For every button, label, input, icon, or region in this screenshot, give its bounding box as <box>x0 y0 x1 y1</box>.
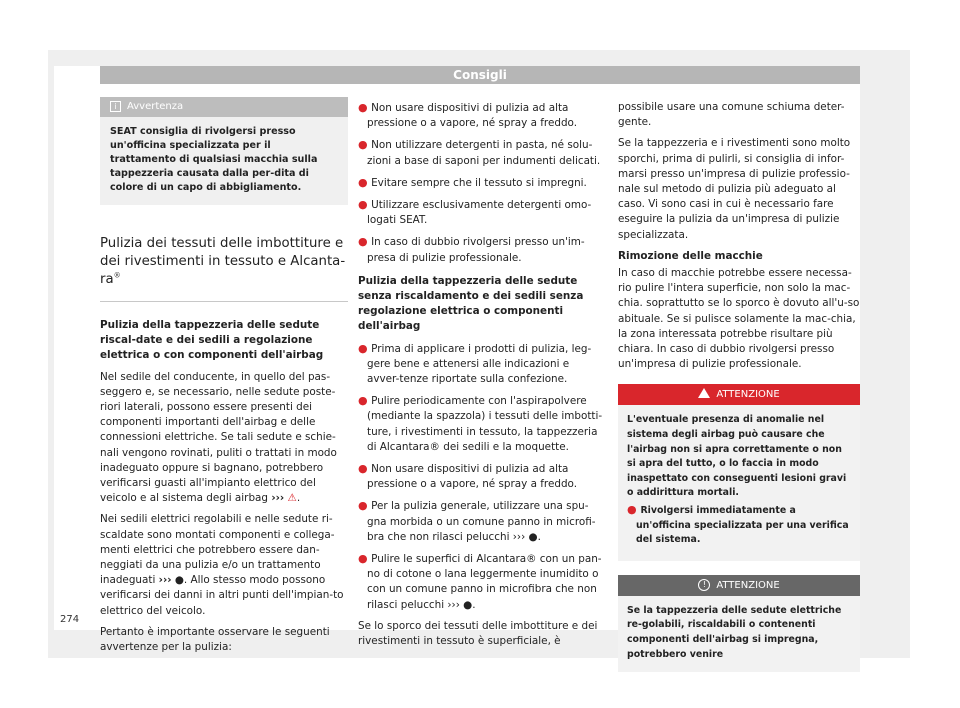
subheading: Pulizia della tappezzeria delle sedute riscal-date e dei sedili a regolazione elettrica o con componenti dell'airbag <box>100 319 324 362</box>
list-item-text: Pulire le superfici di Alcantara® con un pan-no di cotone o lana leggermente inumidito o con un comune panno in microfibra che non rilasci pelucchi ››› ●. <box>367 553 602 611</box>
list-item <box>358 551 604 613</box>
bullet-icon: ● <box>358 198 372 212</box>
paragraph: Se lo sporco dei tessuti delle imbottiture e dei rivestimenti in tessuto è superficiale, è <box>358 619 598 648</box>
list-item-text: Pulire periodicamente con l'aspirapolvere (mediante la spazzola) i tessuti delle imbotti-ture, i rivestimenti in tessuto, la tappezzeria di Alcantara® dei sedili e la moquette. <box>367 395 603 453</box>
caution-header <box>618 575 860 596</box>
note-header <box>100 97 348 117</box>
page-header: Consigli <box>100 66 860 84</box>
info-icon: i <box>110 101 121 112</box>
bullet-icon: ● <box>627 503 641 517</box>
paragraph: Nel sedile del conducente, in quello del pas-seggero e, se necessario, nelle sedute poste-riori laterali, possono essere presenti dei componenti importanti dell'airbag e delle connessioni elettriche. Se tali sedute e schie-nali vengono rovinati, puliti o trattati in modo inadeguato oppure si bagnano, potrebbero verificarsi guasti all'impianto elettrico del veicolo e al sistema degli airbag ››› ⚠. <box>100 370 337 505</box>
cross-ref[interactable]: ››› <box>158 574 172 587</box>
page-number: 274 <box>60 614 80 625</box>
list-item <box>358 341 604 388</box>
list-item <box>358 393 604 455</box>
bullet-icon: ● <box>358 138 372 152</box>
bullet-icon: ● <box>358 394 372 408</box>
warning-title: ATTENZIONE <box>716 389 780 401</box>
bullet-icon: ● <box>358 499 372 513</box>
bullet-icon: ● <box>358 552 372 566</box>
registered-mark: ® <box>113 271 121 280</box>
column-2 <box>358 100 604 655</box>
list-item <box>358 461 604 492</box>
caution-body: Se la tappezzeria delle sedute elettriche re-golabili, riscaldabili o contenenti componenti dell'airbag si impregna, potrebbero venire <box>627 604 842 660</box>
bullet-list <box>358 341 604 613</box>
bullet-icon: ● <box>358 341 372 355</box>
list-item-text: Non usare dispositivi di pulizia ad alta pressione o a vapore, né spray a freddo. <box>367 102 578 130</box>
bullet-icon: ● <box>358 101 372 114</box>
warning-body <box>618 405 860 560</box>
column-1 <box>100 97 348 661</box>
caution-box <box>618 575 860 672</box>
paragraph-text: Nel sedile del conducente, in quello del pas-seggero e, se necessario, nelle sedute poste-riori laterali, possono essere presenti dei componenti importanti dell'airbag e delle connessioni elettriche. Se tali sedute e schie-nali vengono rovinati, puliti o trattati in modo inadeguato oppure si bagnano, potrebbero verificarsi guasti all'impianto elettrico del veicolo e al sistema degli airbag <box>100 370 337 505</box>
paragraph: Pertanto è importante osservare le seguenti avvertenze per la pulizia: <box>100 625 330 654</box>
subheading: Rimozione delle macchie <box>618 249 763 262</box>
note-box <box>100 97 348 205</box>
list-item <box>358 498 604 545</box>
list-item <box>627 503 851 548</box>
list-item <box>358 175 604 191</box>
note-body: SEAT consiglia di rivolgersi presso un'officina specializzata per il trattamento di qualsiasi macchia sulla tappezzeria causata dalla per-dita di colore di un capo di abbigliamento. <box>110 126 318 193</box>
column-3 <box>618 100 860 672</box>
paragraph: possibile usare una comune schiuma deter-gente. <box>618 101 845 129</box>
warning-header <box>618 384 860 405</box>
paragraph <box>100 512 348 618</box>
list-item-text: Utilizzare esclusivamente detergenti omo-logati SEAT. <box>367 199 592 227</box>
warning-text: L'eventuale presenza di anomalie nel sistema degli airbag può causare che l'airbag non si apra correttamente o non si apra del tutto, o lo faccia in modo inaspettato con conseguenti lesioni gravi o addirittura mortali. <box>627 414 847 499</box>
paragraph: Se la tappezzeria e i rivestimenti sono molto sporchi, prima di pulirli, si consiglia di infor-marsi presso un'impresa di pulizie professio-nale sul metodo di pulizia più adeguato al caso. Vi sono casi in cui è necessario fare eseguire la pulizia da un'impresa di pulizie specializzata. <box>618 137 851 241</box>
list-item <box>358 234 604 265</box>
paragraph: In caso di macchie potrebbe essere necessa-rio pulire l'intera superficie, non solo la mac-chia. soprattutto se lo sporco è dovuto all'u-so abituale. Se si pulisce solamente la mac-chia, la zona interessata potrebbe risultare più chiara. In caso di dubbio rivolgersi presso un'impresa di pulizie professionale. <box>618 267 860 371</box>
note-title: Avvertenza <box>127 101 184 112</box>
list-item-text: Non usare dispositivi di pulizia ad alta pressione o a vapore, né spray a freddo. <box>367 463 578 491</box>
list-item-text: Evitare sempre che il tessuto si impregni. <box>371 176 587 189</box>
warning-box <box>618 384 860 560</box>
list-item <box>358 197 604 228</box>
warning-triangle-icon <box>698 388 710 398</box>
list-item-text: Per la pulizia generale, utilizzare una spu-gna morbida o un comune panno in microfi-bra che non rilasci pelucchi ››› ●. <box>367 500 596 543</box>
paragraph-text: Nei sedili elettrici regolabili e nelle sedute ri-scaldate sono montati componenti e collega-menti elettrici che potrebbero essere dan-neggiati da una pulizia e/o un trattamento inadeguati <box>100 513 335 587</box>
warning-triangle-icon: ⚠ <box>287 492 297 505</box>
paragraph-text: . Allo stesso modo possono verificarsi dei danni in altri punti dell'impian-to elettrico del veicolo. <box>100 574 344 617</box>
bullet-icon: ● <box>358 462 372 476</box>
info-circle-icon: ! <box>698 579 710 591</box>
info-circle-icon: ● <box>174 574 184 587</box>
subheading: Pulizia della tappezzeria delle sedute senza riscaldamento e dei sedili senza regolazione elettrica o componenti dell'airbag <box>358 274 584 333</box>
bullet-icon: ● <box>358 175 372 189</box>
list-item-text: In caso di dubbio rivolgersi presso un'im-presa di pulizie professionale. <box>367 236 585 264</box>
list-item-text: Prima di applicare i prodotti di pulizia, leg-gere bene e attenersi alle indicazioni e avver-tenze riportate sulla confezione. <box>367 342 592 386</box>
bullet-icon: ● <box>358 235 372 249</box>
list-item <box>358 137 604 168</box>
section-title <box>100 235 348 302</box>
list-item-text: Rivolgersi immediatamente a un'officina specializzata per una verifica del sistema. <box>636 505 849 546</box>
section-title-text: Pulizia dei tessuti delle imbottiture e dei rivestimenti in tessuto e Alcanta-ra <box>100 236 346 287</box>
cross-ref[interactable]: ››› <box>271 492 285 505</box>
list-item <box>358 100 604 131</box>
caution-title: ATTENZIONE <box>716 579 780 591</box>
bullet-list <box>358 100 604 266</box>
list-item-text: Non utilizzare detergenti in pasta, né solu-zioni a base di saponi per indumenti delicati. <box>367 139 601 167</box>
